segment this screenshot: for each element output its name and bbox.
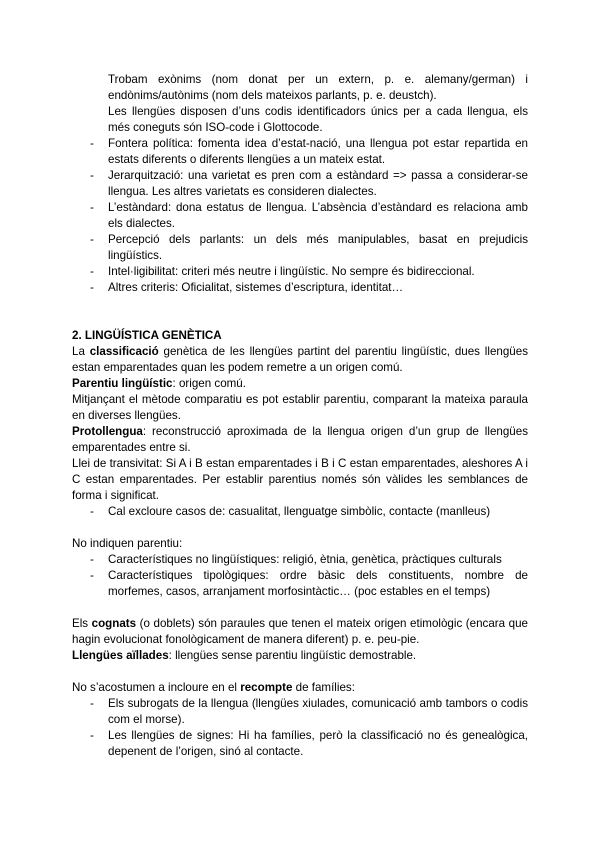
bold-term: Parentiu lingüístic: [72, 377, 173, 390]
no-indiquen-list: [72, 552, 528, 600]
classificacio-paragraph: La classificació genètica de les llengües partint del parentiu lingüístic, dues llengües estan emparentades quan les podem remetre a un origen comú.: [72, 345, 528, 374]
list-item: - Les llengües de signes: Hi ha famílies, però la classificació no és genealògica, depenent de l’origen, sinó al contacte.: [72, 728, 528, 760]
bold-term: Llengües aïllades: [72, 649, 169, 662]
recompte-paragraph: No s’acostumen a incloure en el recompte de famílies:: [72, 681, 355, 694]
page-content: [72, 72, 528, 760]
parentiu-paragraph: Parentiu lingüístic: origen comú.: [72, 377, 246, 390]
spacer: [72, 664, 528, 680]
section-heading: 2. LINGÜÍSTICA GENÈTICA: [72, 329, 222, 342]
list-item: - L’estàndard: dona estatus de llengua. L’absència d’estàndard es relaciona amb els dialectes.: [72, 200, 528, 232]
excloure-list: [72, 504, 528, 520]
bold-term: classificació: [89, 345, 159, 358]
spacer: [72, 600, 528, 616]
spacer: [72, 296, 528, 312]
exonims-paragraph: Trobam exònims (nom donat per un extern, p. e. alemany/german) i endònims/autònims (nom dels mateixos parlants, p. e. deustch).: [108, 73, 528, 102]
bold-term: cognats: [91, 617, 137, 630]
list-item: - Intel·ligibilitat: criteri més neutre i lingüístic. No sempre és bidireccional.: [72, 264, 528, 280]
recompte-list: [72, 696, 528, 760]
list-item: - Fontera política: fomenta idea d’estat-nació, una llengua pot estar repartida en estats diferents o diferents llengües a un mateix estat.: [72, 136, 528, 168]
no-indiquen-paragraph: No indiquen parentiu:: [72, 537, 183, 550]
list-item: - Jerarquització: una varietat es pren com a estàndard => passa a considerar-se llengua. Les altres varietats es consideren dialectes.: [72, 168, 528, 200]
metode-paragraph: Mitjançant el mètode comparatiu es pot establir parentiu, comparant la mateixa paraula en diverses llengües.: [72, 393, 528, 422]
list-item: - Els subrogats de la llengua (llengües xiulades, comunicació amb tambors o codis com el morse).: [72, 696, 528, 728]
spacer: [72, 520, 528, 536]
list-item: - Percepció dels parlants: un dels més manipulables, basat en prejudicis lingüístics.: [72, 232, 528, 264]
criteria-list: [72, 136, 528, 296]
bold-term: recompte: [240, 681, 293, 694]
list-item: - Altres criteris: Oficialitat, sistemes d’escriptura, identitat…: [72, 280, 528, 296]
protollengua-paragraph: Protollengua: reconstrucció aproximada de la llengua origen d’un grup de llengües emparentades entre si.: [72, 425, 528, 454]
list-item: - Característiques no lingüístiques: religió, ètnia, genètica, pràctiques culturals: [72, 552, 528, 568]
aillades-paragraph: Llengües aïllades: llengües sense parentiu lingüístic demostrable.: [72, 649, 417, 662]
transitivitat-paragraph: Llei de transivitat: Si A i B estan emparentades i B i C estan emparentades, aleshores A i C estan emparentades. Per establir parentius només són vàlides les semblances de forma i significat.: [72, 457, 528, 502]
codis-paragraph: Les llengües disposen d’uns codis identificadors únics per a cada llengua, els més coneguts són ISO-code i Glottocode.: [108, 105, 528, 134]
bold-term: Protollengua: [72, 425, 143, 438]
cognats-paragraph: Els cognats (o doblets) són paraules que tenen el mateix origen etimològic (encara que hagin evolucionat fonològicament de manera diferent) p. e. peu-pie.: [72, 617, 528, 646]
list-item: - Característiques tipològiques: ordre bàsic dels constituents, nombre de morfemes, casos, arranjament morfosintàctic… (poc estables en el temps): [72, 568, 528, 600]
spacer: [72, 312, 528, 328]
list-item: - Cal excloure casos de: casualitat, llenguatge simbòlic, contacte (manlleus): [72, 504, 528, 520]
